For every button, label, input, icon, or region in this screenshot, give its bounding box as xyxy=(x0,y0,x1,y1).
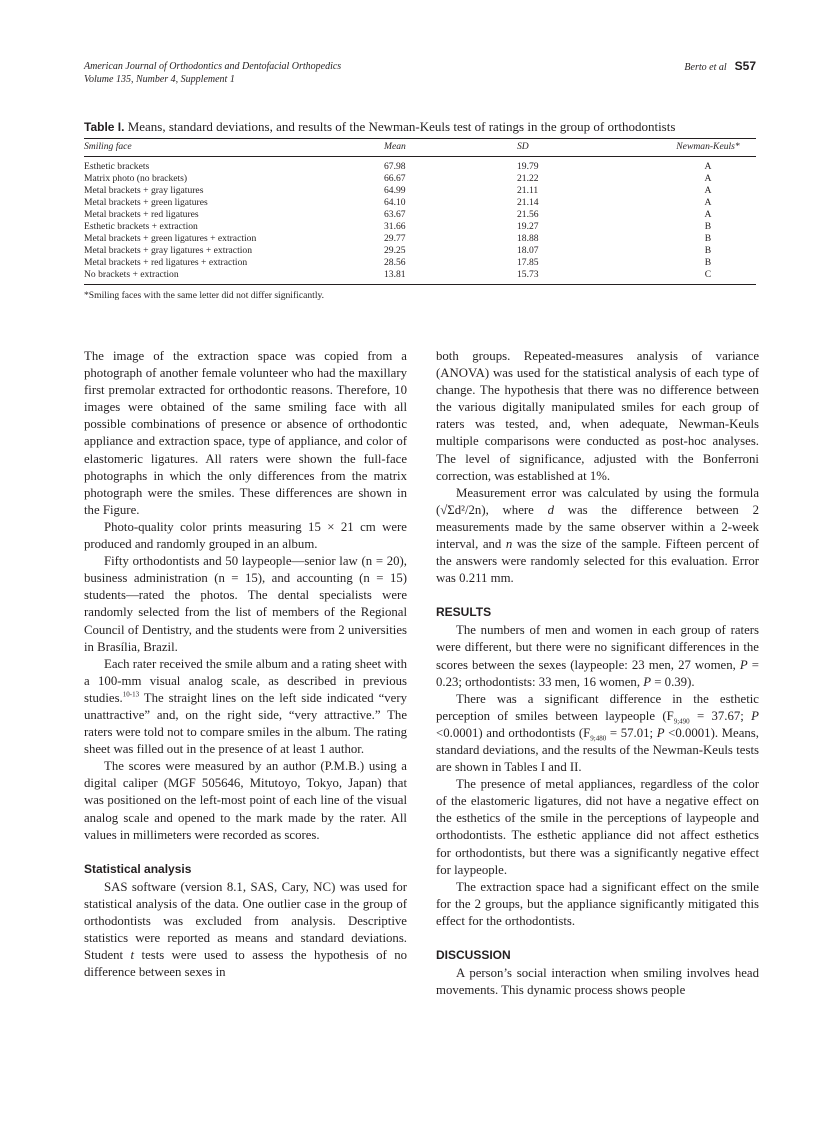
cell-sd: 21.22 xyxy=(517,173,539,184)
subscript: 9;490 xyxy=(673,717,690,726)
table-row xyxy=(84,197,756,209)
cell-sd: 19.79 xyxy=(517,161,539,172)
table-footnote: *Smiling faces with the same letter did not differ significantly. xyxy=(84,290,325,301)
text-run: was the difference between 2 measurements made by the same observer within a 2-week interval, and xyxy=(436,502,759,552)
cell-mean: 29.77 xyxy=(384,233,406,244)
table-caption xyxy=(84,119,756,135)
cell-smiling-face: Metal brackets + gray ligatures xyxy=(84,185,204,196)
cell-mean: 31.66 xyxy=(384,221,406,232)
cell-mean: 28.56 xyxy=(384,257,406,268)
cell-mean: 63.67 xyxy=(384,209,406,220)
results-table xyxy=(84,138,756,285)
italic-variable: P xyxy=(656,725,665,740)
cell-mean: 64.10 xyxy=(384,197,406,208)
italic-variable: t xyxy=(130,948,135,963)
header-smiling-face: Smiling face xyxy=(84,139,384,157)
paragraph: The image of the extraction space was copied from a photograph of another female volunteer who had the maxillary first premolar extracted for orthodontic reasons. Therefore, 10 images were obtained of the same smiling face with all possible combinations of presence or absence of orthodontic appliance and extraction space, type of appliance, and color of elastomeric ligatures. All raters were shown the full-face photographs in which the only differences from the matrix photograph were the smiles. These differences are shown in the Figure. xyxy=(84,349,407,517)
cell-sd: 21.56 xyxy=(517,209,539,220)
italic-variable: n xyxy=(505,537,513,552)
cell-newman-keuls: B xyxy=(704,245,712,256)
italic-variable: P xyxy=(751,708,759,723)
cell-mean: 13.81 xyxy=(384,269,517,285)
right-column xyxy=(436,348,759,999)
cell-newman-keuls: A xyxy=(704,197,712,208)
cell-smiling-face: No brackets + extraction xyxy=(84,269,384,285)
text-run: = 0.23; orthodontists: 33 men, 16 women, xyxy=(436,657,760,689)
text-run: SAS software (version 8.1, SAS, Cary, NC) was used for statistical analysis of the data. One outlier case in the group of orthodontists was excluded from analysis. Descriptive statistics were reported as means and standard deviations. Student xyxy=(84,879,407,963)
subscript: 9;480 xyxy=(590,734,607,743)
cell-mean: 67.98 xyxy=(384,161,406,172)
cell-sd: 17.85 xyxy=(517,257,539,268)
italic-variable: P xyxy=(739,657,748,672)
page-number: S57 xyxy=(734,59,756,73)
cell-smiling-face: Metal brackets + green ligatures + extraction xyxy=(84,233,257,244)
paragraph: The scores were measured by an author (P.M.B.) using a digital caliper (MGF 505646, Mitutoyo, Tokyo, Japan) that was positioned on the left-most point of each line of the visual analog scale and opened to the mark made by the rater. All values in millimeters were recorded as scores. xyxy=(84,759,407,842)
cell-smiling-face: Metal brackets + gray ligatures + extraction xyxy=(84,245,252,256)
cell-sd: 21.11 xyxy=(517,185,539,196)
citation-reference: 10-13 xyxy=(122,690,140,699)
text-run: The straight lines on the left side indicated “very unattractive” and, on the right side, “very attractive.” The raters were told not to compare smiles in the album. The rating sheet was filled out in the presence of at least 1 author. xyxy=(84,690,407,757)
cell-mean: 64.99 xyxy=(384,185,406,196)
table-header-row xyxy=(84,139,756,157)
section-heading-results: RESULTS xyxy=(436,605,492,620)
header-newman-keuls: Newman-Keuls* xyxy=(660,139,756,157)
cell-newman-keuls: A xyxy=(704,209,712,220)
cell-newman-keuls: A xyxy=(704,173,712,184)
text-run: tests were used to assess the hypothesis of no difference between sexes in xyxy=(84,948,407,980)
cell-smiling-face: Metal brackets + green ligatures xyxy=(84,197,208,208)
journal-info xyxy=(84,60,341,86)
text-run: Measurement error was calculated by using the formula ( xyxy=(436,485,759,517)
paragraph xyxy=(436,691,759,776)
cell-newman-keuls: A xyxy=(704,185,712,196)
paragraph: Fifty orthodontists and 50 laypeople—senior law (n = 20), business administration (n = 15), and accounting (n = 15) students—rated the photos. The dental specialists were randomly selected from the list of members of the Regional Council of Dentistry, and the students were from 2 universities in Brasília, Brazil. xyxy=(84,554,407,654)
cell-sd: 15.73 xyxy=(517,269,660,285)
cell-smiling-face: Metal brackets + red ligatures xyxy=(84,209,199,220)
cell-smiling-face: Metal brackets + red ligatures + extraction xyxy=(84,257,248,268)
table-row xyxy=(84,257,756,269)
section-heading-statistical-analysis: Statistical analysis xyxy=(84,861,192,876)
paragraph xyxy=(84,656,407,759)
table-row xyxy=(84,209,756,221)
cell-newman-keuls: A xyxy=(704,161,712,172)
cell-smiling-face: Esthetic brackets xyxy=(84,161,150,172)
text-run: was the size of the sample. Fifteen percent of the answers were randomly selected for this evaluation. Error was 0.211 mm. xyxy=(436,537,759,586)
paragraph xyxy=(436,622,759,690)
text-run: <0.0001) and orthodontists (F xyxy=(436,725,591,740)
cell-sd: 19.27 xyxy=(517,221,539,232)
text-run: <0.0001). Means, standard deviations, and the results of the Newman-Keuls tests are shown in Tables I and II. xyxy=(436,725,759,775)
cell-sd: 18.88 xyxy=(517,233,539,244)
header-sd: SD xyxy=(517,139,660,157)
italic-variable: P xyxy=(643,674,652,689)
text-run: = 0.39). xyxy=(651,674,695,689)
text-run: Each rater received the smile album and a rating sheet with a 100-mm visual analog scale, as described in previous studies. xyxy=(84,656,407,705)
paragraph xyxy=(84,879,407,982)
cell-mean: 66.67 xyxy=(384,173,406,184)
cell-mean: 29.25 xyxy=(384,245,406,256)
text-run: = 57.01; xyxy=(606,725,657,740)
cell-smiling-face: Matrix photo (no brackets) xyxy=(84,173,188,184)
text-run: = 37.67; xyxy=(689,708,752,723)
section-heading-discussion: DISCUSSION xyxy=(436,948,511,962)
table-row xyxy=(84,245,756,257)
cell-newman-keuls: B xyxy=(704,257,712,268)
paragraph: both groups. Repeated-measures analysis of variance (ANOVA) was used for the statistical analysis of each type of change. The hypothesis that there was no difference between the various digitally manipulated smiles for each group of raters was tested, and, when adequate, Newman-Keuls multiple comparisons were conducted as post-hoc analyses. The level of significance, adjusted with the Bonferroni correction, was established at 1%. xyxy=(436,349,759,483)
table-row xyxy=(84,221,756,233)
cell-sd: 21.14 xyxy=(517,197,539,208)
journal-volume: Volume 135, Number 4, Supplement 1 xyxy=(84,74,235,85)
paragraph: The presence of metal appliances, regardless of the color of the elastomeric ligatures, did not have a negative effect on the esthetics of the smile in the perceptions of laypeople and orthodontists. The esthetic appliance did not affect esthetics for orthodontists, but there was a significantly negative effect for laypeople. xyxy=(436,777,759,877)
table-row xyxy=(84,173,756,185)
paragraph: Photo-quality color prints measuring 15 × 21 cm were produced and randomly grouped in an album. xyxy=(84,519,407,552)
cell-smiling-face: Esthetic brackets + extraction xyxy=(84,221,198,232)
page-info xyxy=(684,60,756,74)
left-column xyxy=(84,348,407,981)
table-1 xyxy=(84,119,756,302)
table-row xyxy=(84,269,756,285)
paragraph: A person’s social interaction when smiling involves head movements. This dynamic process shows people xyxy=(436,966,759,998)
table-row xyxy=(84,185,756,197)
cell-newman-keuls: C xyxy=(660,269,756,285)
paragraph: The extraction space had a significant effect on the smile for the 2 groups, but the appliance significantly mitigated this effect for the orthodontists. xyxy=(436,879,759,928)
journal-title: American Journal of Orthodontics and Dentofacial Orthopedics xyxy=(84,61,342,72)
header-mean: Mean xyxy=(384,139,517,157)
formula: √Σd²/2n xyxy=(440,502,482,517)
cell-sd: 18.07 xyxy=(517,245,539,256)
table-row xyxy=(84,157,756,174)
paragraph xyxy=(436,485,759,588)
text-run: The numbers of men and women in each group of raters were different, but there were no significant differences in the scores between the sexes (laypeople: 23 men, 27 women, xyxy=(436,623,759,672)
table-row xyxy=(84,233,756,245)
cell-newman-keuls: B xyxy=(704,221,712,232)
author-short: Berto et al xyxy=(684,62,727,73)
table-label: Table I. xyxy=(84,120,125,134)
text-run: There was a significant difference in the esthetic perception of smiles between laypeople (F xyxy=(436,691,759,723)
table-caption-text: Means, standard deviations, and results of the Newman-Keuls test of ratings in the group of orthodontists xyxy=(127,119,676,134)
italic-variable: d xyxy=(547,502,554,517)
cell-newman-keuls: B xyxy=(704,233,712,244)
text-run: ), where xyxy=(481,502,548,517)
